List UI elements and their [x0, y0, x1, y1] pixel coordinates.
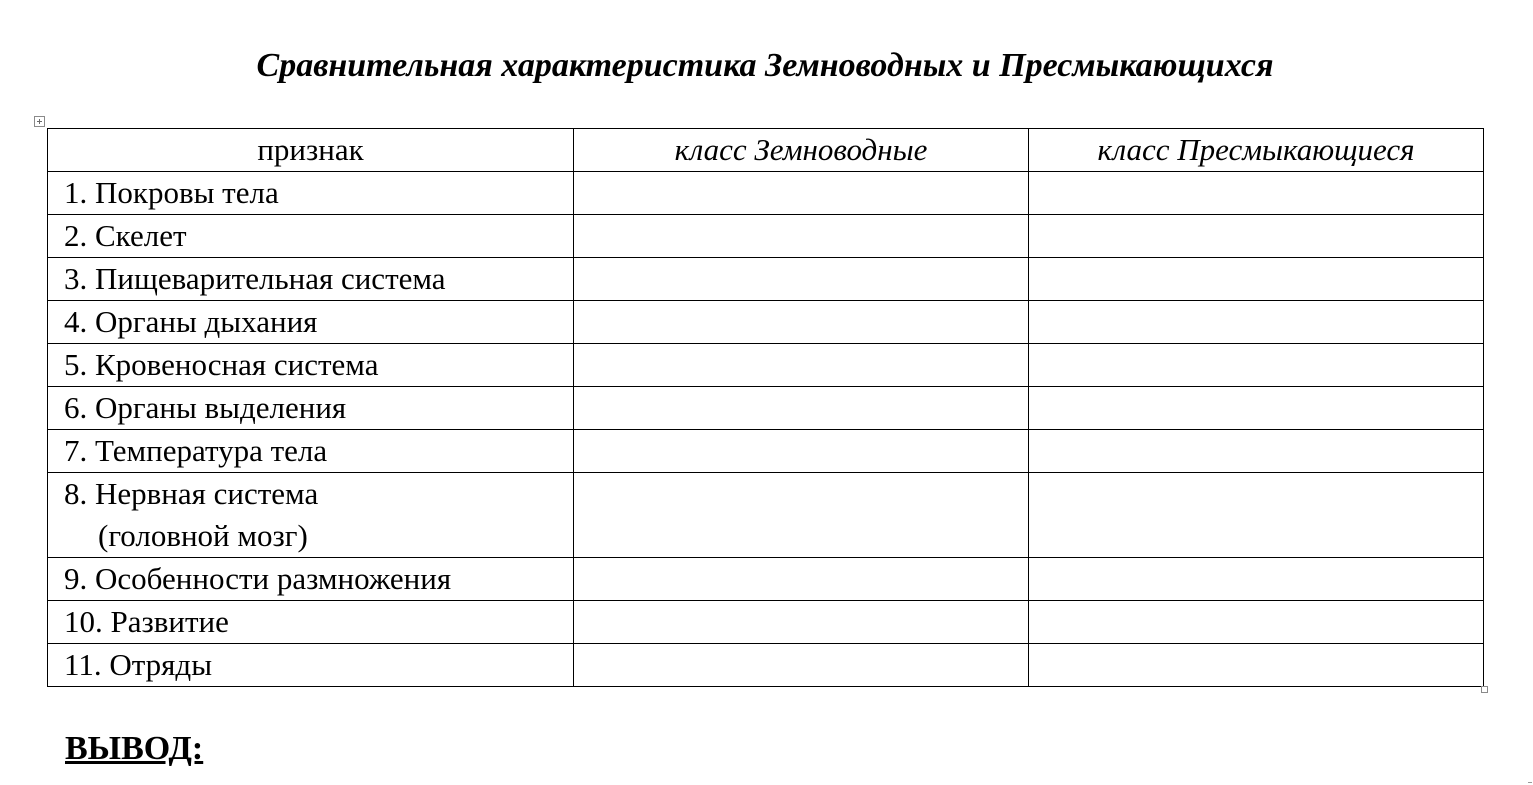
- table-header-row: [48, 129, 1484, 172]
- row-label: 5. Кровеносная система: [48, 344, 574, 387]
- reptiles-cell[interactable]: [1029, 258, 1484, 301]
- amphibians-cell[interactable]: [574, 558, 1029, 601]
- conclusion-heading: ВЫВОД:: [65, 730, 204, 767]
- header-reptiles: класс Пресмыкающиеся: [1029, 129, 1484, 172]
- table-row: [48, 344, 1484, 387]
- row-label: 7. Температура тела: [48, 430, 574, 473]
- amphibians-cell[interactable]: [574, 387, 1029, 430]
- page-edge-mark: [1528, 782, 1532, 783]
- amphibians-cell[interactable]: [574, 258, 1029, 301]
- reptiles-cell[interactable]: [1029, 344, 1484, 387]
- table-move-handle-icon[interactable]: [34, 116, 45, 127]
- row-label: 1. Покровы тела: [48, 172, 574, 215]
- comparison-table: [47, 128, 1484, 687]
- header-amphibians: класс Земноводные: [574, 129, 1029, 172]
- table-resize-handle-icon[interactable]: [1481, 686, 1488, 693]
- row-label: 8. Нервная система: [64, 476, 319, 511]
- reptiles-cell[interactable]: [1029, 387, 1484, 430]
- reptiles-cell[interactable]: [1029, 644, 1484, 687]
- amphibians-cell[interactable]: [574, 344, 1029, 387]
- reptiles-cell[interactable]: [1029, 172, 1484, 215]
- table-row: [48, 215, 1484, 258]
- amphibians-cell[interactable]: [574, 644, 1029, 687]
- document-title: Сравнительная характеристика Земноводных и Пресмыкающихся: [256, 47, 1274, 84]
- row-label: 10. Развитие: [48, 601, 574, 644]
- table-row: [48, 430, 1484, 473]
- table-row: [48, 172, 1484, 215]
- row-label: 11. Отряды: [48, 644, 574, 687]
- amphibians-cell[interactable]: [574, 215, 1029, 258]
- reptiles-cell[interactable]: [1029, 558, 1484, 601]
- table-row: [48, 601, 1484, 644]
- amphibians-cell[interactable]: [574, 430, 1029, 473]
- row-label: 2. Скелет: [48, 215, 574, 258]
- amphibians-cell[interactable]: [574, 301, 1029, 344]
- reptiles-cell[interactable]: [1029, 430, 1484, 473]
- row-label: 3. Пищеварительная система: [48, 258, 574, 301]
- table-row: [48, 387, 1484, 430]
- reptiles-cell[interactable]: [1029, 601, 1484, 644]
- row-label: 4. Органы дыхания: [48, 301, 574, 344]
- table-row: [48, 473, 1484, 558]
- table-row: [48, 558, 1484, 601]
- row-label-multiline: [48, 473, 574, 558]
- reptiles-cell[interactable]: [1029, 215, 1484, 258]
- reptiles-cell[interactable]: [1029, 473, 1484, 558]
- amphibians-cell[interactable]: [574, 601, 1029, 644]
- row-label-line2: (головной мозг): [98, 518, 308, 553]
- table-row: [48, 644, 1484, 687]
- amphibians-cell[interactable]: [574, 172, 1029, 215]
- table-row: [48, 258, 1484, 301]
- table-row: [48, 301, 1484, 344]
- header-feature: признак: [48, 129, 574, 172]
- reptiles-cell[interactable]: [1029, 301, 1484, 344]
- amphibians-cell[interactable]: [574, 473, 1029, 558]
- row-label: 9. Особенности размножения: [48, 558, 574, 601]
- row-label: 6. Органы выделения: [48, 387, 574, 430]
